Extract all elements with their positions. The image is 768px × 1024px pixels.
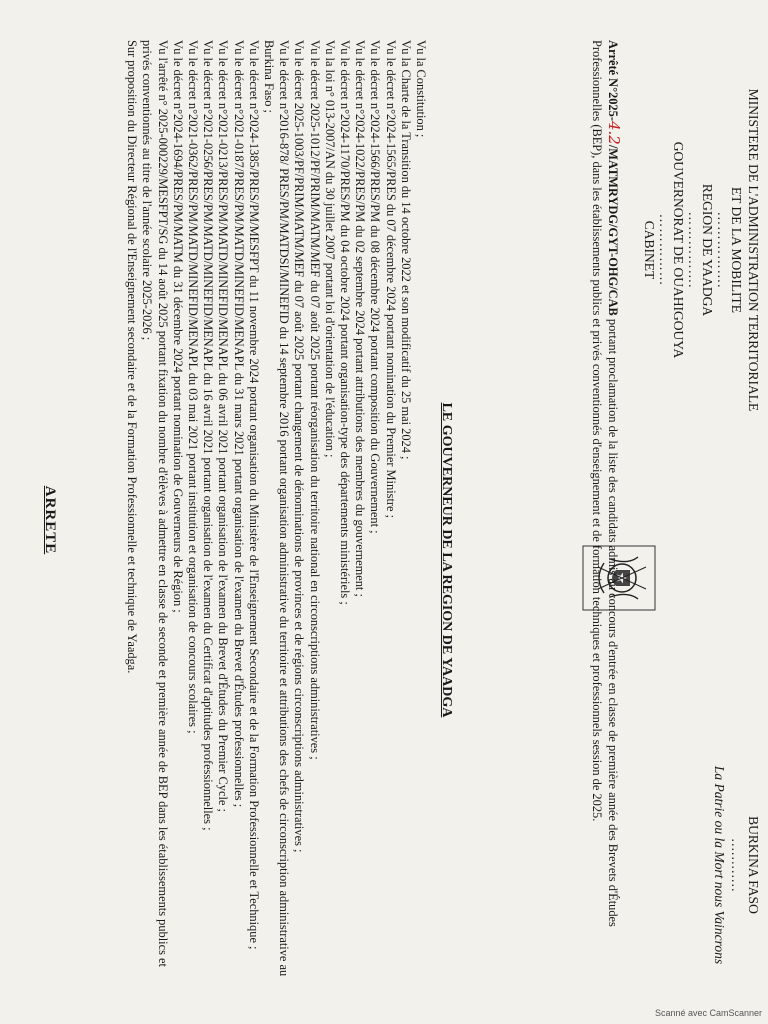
region-name: REGION DE YAADGA	[700, 183, 715, 317]
country-name: BURKINA FASO	[746, 816, 761, 914]
legal-reference-item: Vu le décret n°2024-1566/PRES/PM du 08 décembre 2024 portant composition du Gouvernement ;	[368, 40, 383, 534]
separator-dots: …………	[729, 838, 744, 892]
legal-reference-item: Vu le décret 2025-1003/PF/PRIM/MATM/MEF du 07 août 2025 portant changement de dénominations de provinces et de régions circonscriptions administratives ;	[292, 40, 307, 853]
legal-reference-item: Vu la loi n° 013-2007/AN du 30 juillet 2007 portant loi d'orientation de l'éducation ;	[322, 40, 337, 458]
separator-dots: ……………	[657, 213, 672, 287]
legal-reference-item: Vu le décret n°2024-1385/PRES/PM/MESFPT du 11 novembre 2024 portant organisation du Ministère de l'Enseignement Secondaire et de la Formation Professionnelle et Technique ;	[246, 40, 261, 950]
scanner-watermark: Scanné avec CamScanner	[654, 1008, 762, 1018]
handwritten-arrete-number: 4.2	[605, 120, 623, 145]
issuer-header	[641, 40, 762, 460]
legal-reference-item: Vu l'arrêté n° 2025-000229/MESFPT/SG du 14 août 2025 portant fixation du nombre d'élèves à admettre en classe de seconde et première année de BEP dans les établissements publics et privés conventionnés au titre de l'année scolaire 2025-2026 ;	[140, 40, 170, 967]
arrete-object-text: portant proclamation de la liste des candidats admis au concours d'entrée en classe de première année des Brevets d'Études Professionnelles (BEP), dans les établissements publics et privés conventionnés d'enseignement et de formation techniques et professionnels session de 2025.	[590, 40, 620, 927]
legal-reference-item: Vu le décret n°2021-0256/PRES/PM/MATD/MINEFID/MENAPL du 16 avril 2021 portant organisation de l'examen du Certificat d'aptitudes professionnelles ;	[201, 40, 216, 831]
legal-reference-item: Vu le décret n°2021-0213/PRES/PM/MATD/MINEFID/MENAPL du 06 avril 2021 portant organisation de l'examen du Brevet d'Études du Premier Cycle ;	[216, 40, 231, 812]
legal-reference-item: Vu le décret 2025-1012/PF/PRIM/MATM/MEF du 07 août 2025 portant réorganisation du territoire national en circonscriptions administratives ;	[307, 40, 322, 760]
arrete-reference-paragraph	[589, 40, 622, 980]
national-motto: La Patrie ou la Mort nous Vaincrons	[712, 765, 727, 965]
legal-reference-item: Vu le décret n°2024-1170/PRES/PM du 04 octobre 2024 portant organisation-type des départements ministériels ;	[337, 40, 352, 605]
legal-references-list	[124, 40, 428, 990]
legal-reference-item: Vu le décret n°2024-1694/PRES/PM/MATM du 31 décembre 2024 portant nomination de Gouverneurs de Région ;	[170, 40, 185, 613]
legal-reference-item: Vu le décret n°2024-1565/PRES du 07 décembre 2024 portant nomination du Premier Ministre ;	[383, 40, 398, 519]
country-header	[711, 740, 762, 990]
gouvernorat-name: GOUVERNORAT DE OUAHIGOUYA	[671, 141, 686, 359]
arrete-section-heading: ARRETE	[42, 485, 58, 555]
legal-reference-item: Vu le décret n°2024-1022/PRES/PM du 02 septembre 2024 portant attributions des membres du gouvernement ;	[353, 40, 368, 597]
cabinet-label: CABINET	[642, 220, 657, 280]
legal-reference-item: Vu le décret n°2021-0187/PRES/PM/MATD/MINEFID/MENAPL du 31 mars 2021 portant organisation de l'examen du Brevet d'Études professionnelles ;	[231, 40, 246, 808]
ministry-name-line2: ET DE LA MOBILITE	[729, 186, 744, 314]
separator-dots: …………….	[686, 211, 701, 289]
legal-reference-item: Vu le décret n°2021-0362/PRES/PM/MATD/MINEFID/MENAPL du 03 mai 2021 portant institution et organisation de concours scolaires ;	[185, 40, 200, 734]
arrete-ref-suffix: /MATMRYDG/GYT-OHG/CAB	[606, 144, 620, 316]
legal-reference-item: Vu le décret n°2016-878/ PRES/PM/MATDSI/MINEFID du 14 septembre 2016 portant organisation administrative du territoire et attributions des chefs de circonscription administrative au Burkina Faso ;	[261, 40, 292, 977]
legal-reference-item: Sur proposition du Directeur Régional de l'Enseignement secondaire et de la Formation Professionnelle et technique de Yaadga.	[125, 40, 140, 674]
legal-reference-item: Vu la Constitution ;	[414, 40, 428, 138]
legal-reference-item: Vu la Charte de la Transition du 14 octobre 2022 et son modificatif du 25 mai 2024 ;	[398, 40, 413, 460]
ministry-name-line1: MINISTERE DE L'ADMINISTRATION TERRITORIALE	[746, 88, 761, 412]
arrete-ref-prefix: Arrêté N°2025-	[606, 40, 620, 121]
governor-title: LE GOUVERNEUR DE LA REGION DE YAADGA	[439, 402, 454, 718]
separator-dots: …………….	[715, 211, 730, 289]
